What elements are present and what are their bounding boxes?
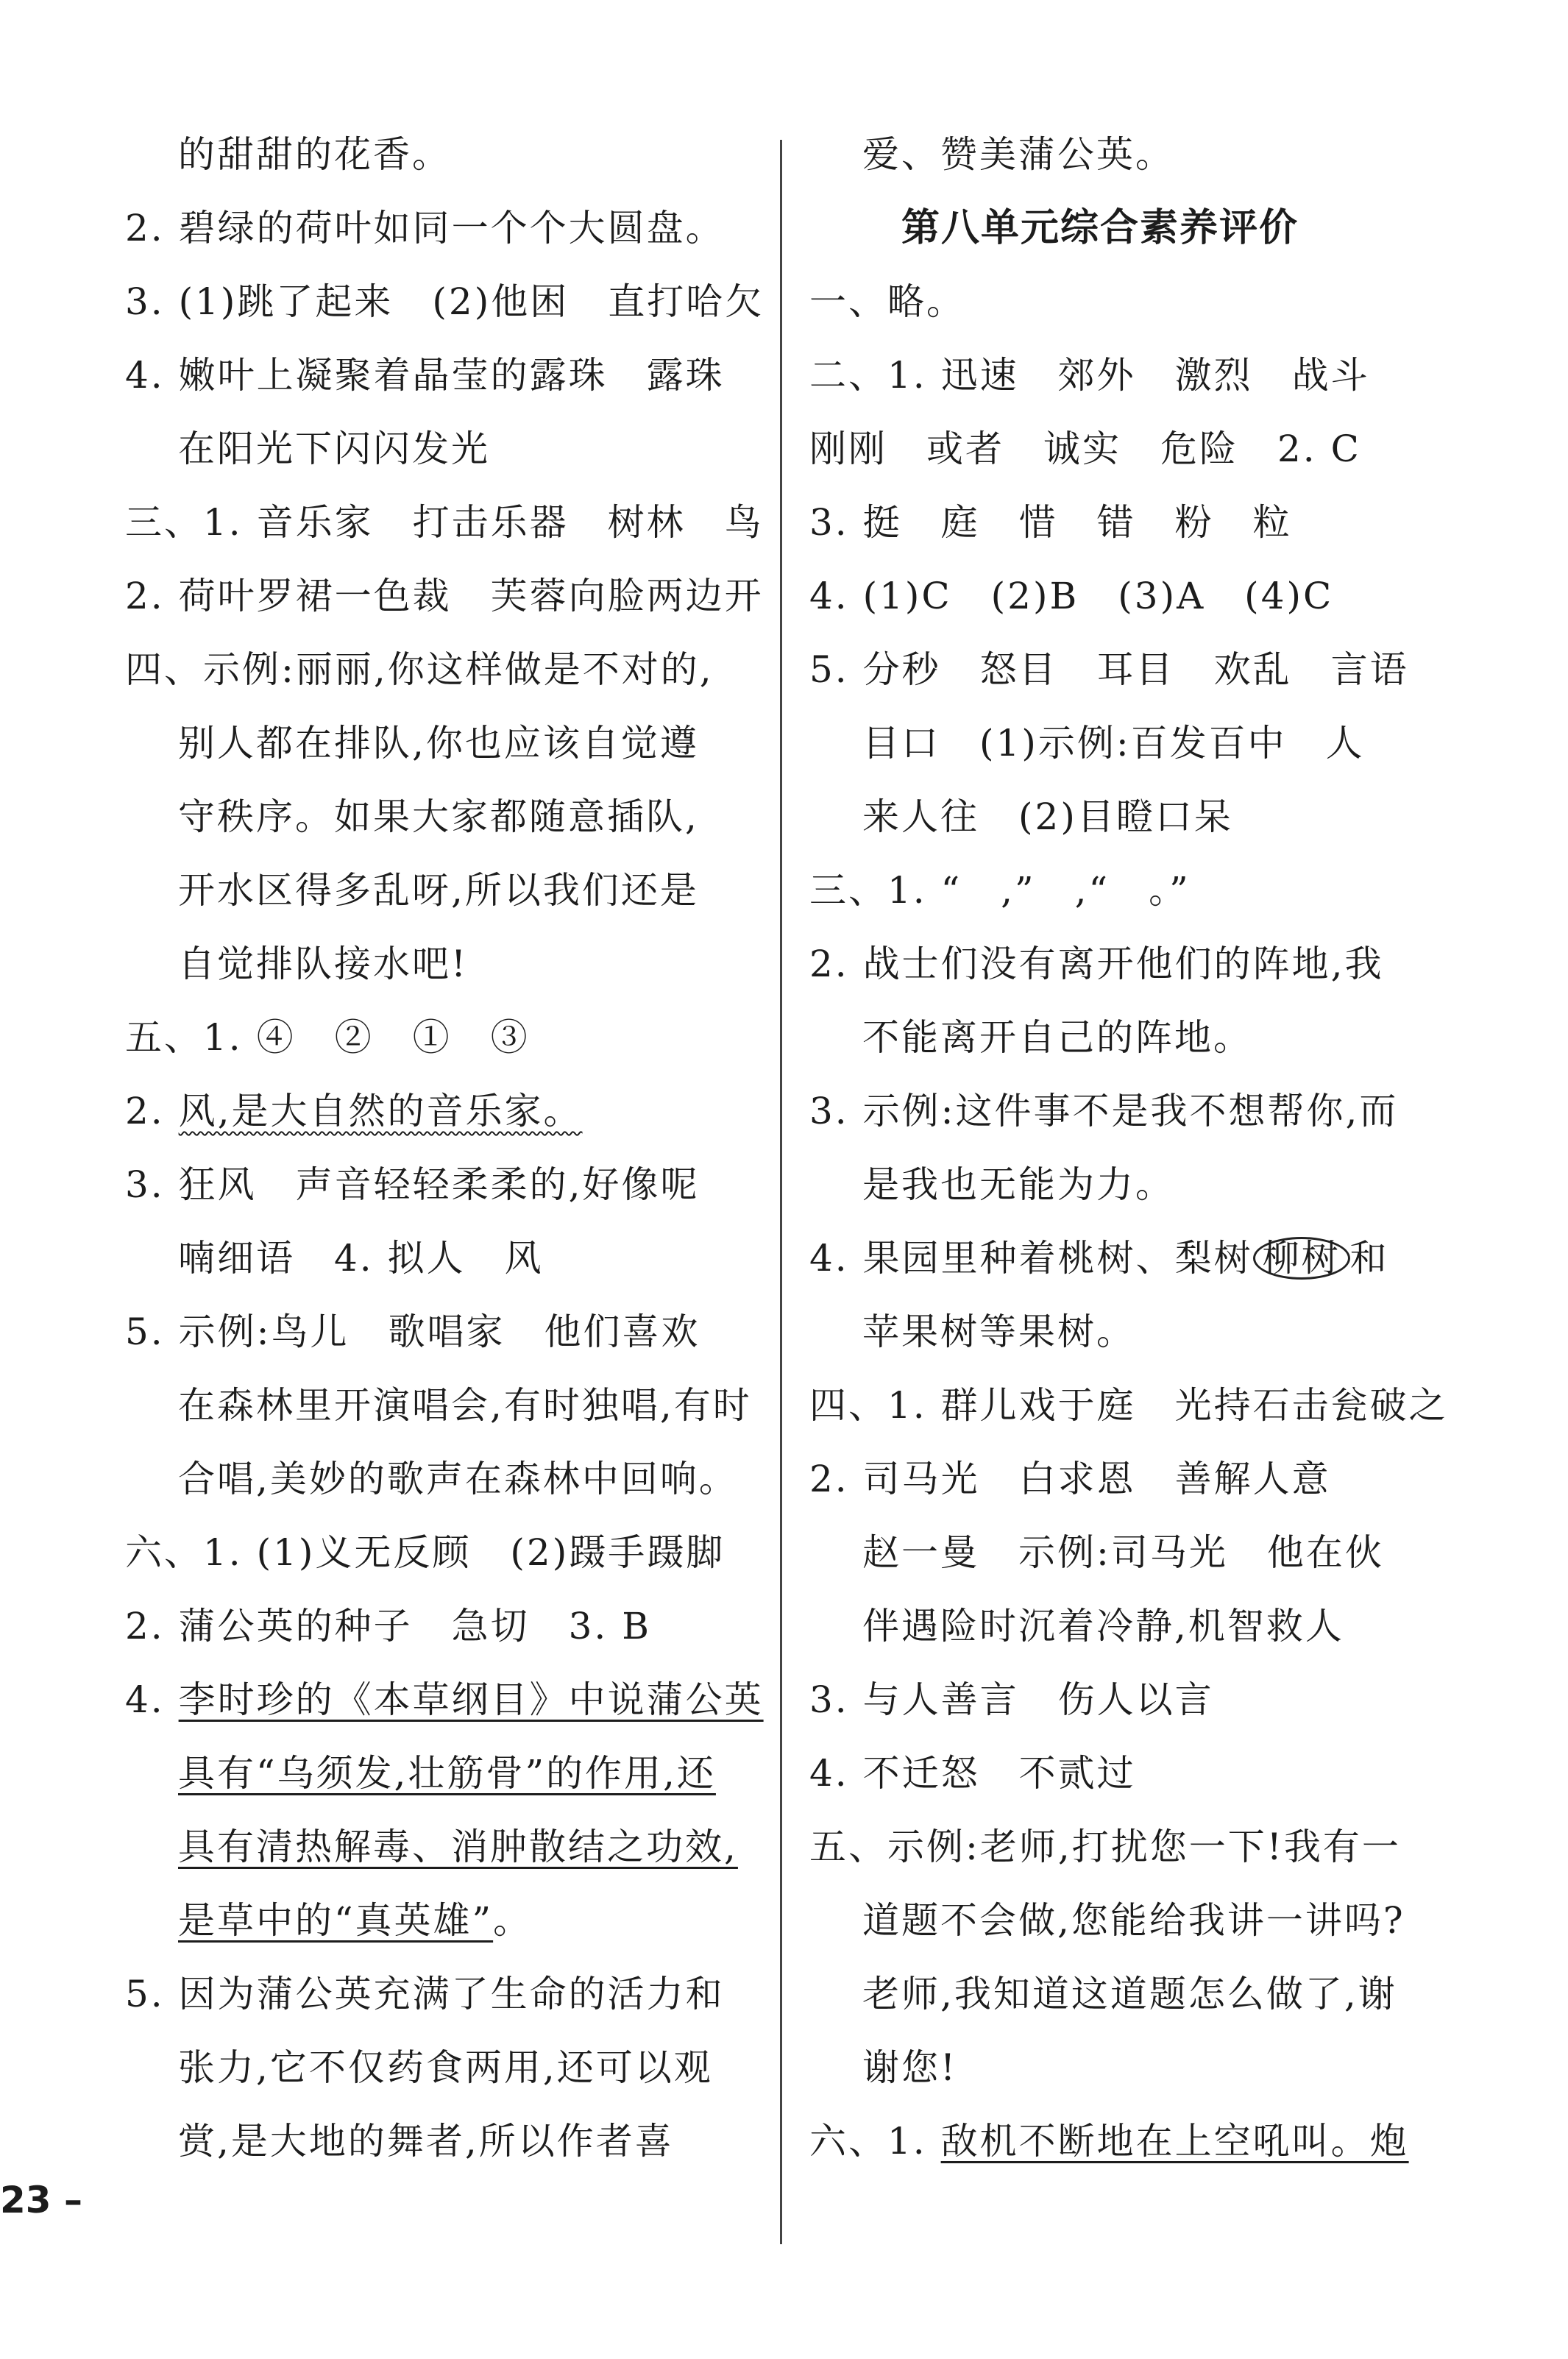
answer-line: 一、略。 xyxy=(809,280,965,323)
answer-line: 来人往 (2)目瞪口呆 xyxy=(862,795,1233,838)
answer-line: 自觉排队接水吧! xyxy=(178,943,469,985)
answer-line: 谢您! xyxy=(862,2046,958,2089)
answer-line: 开水区得多乱呀,所以我们还是 xyxy=(178,869,699,912)
section-title: 第八单元综合素养评价 xyxy=(901,206,1299,250)
answer-line: 是我也无能为力。 xyxy=(862,1163,1174,1206)
answer-line: 赏,是大地的舞者,所以作者喜 xyxy=(178,2120,674,2163)
answer-line: 3. (1)跳了起来 (2)他困 直打哈欠 xyxy=(125,280,765,323)
underlined-sentence: 李时珍的《本草纲目》中说蒲公英 xyxy=(178,1678,764,1721)
answer-line: 3. 狂风 声音轻轻柔柔的,好像呢 xyxy=(125,1163,700,1206)
answer-line: 守秩序。如果大家都随意插队, xyxy=(178,795,699,838)
answer-line: 三、1. “ ,” ,“ 。” xyxy=(809,869,1191,912)
sentence-rest: 和 xyxy=(1349,1237,1389,1280)
answer-line: 苹果树等果树。 xyxy=(862,1310,1135,1353)
answer-line: 刚刚 或者 诚实 危险 2. C xyxy=(809,428,1361,470)
page-number: 23 – xyxy=(0,2179,82,2221)
answer-line: 道题不会做,您能给我讲一讲吗? xyxy=(862,1899,1405,1942)
answer-line: 老师,我知道这道题怎么做了,谢 xyxy=(862,1973,1397,2015)
answer-line: 4. 不迁怒 不贰过 xyxy=(809,1752,1136,1795)
answer-line: 的甜甜的花香。 xyxy=(178,133,451,176)
answer-line: 合唱,美妙的歌声在森林中回响。 xyxy=(178,1458,738,1500)
item-number: 六、1. xyxy=(809,2120,941,2163)
answer-line: 五、示例:老师,打扰您一下!我有一 xyxy=(809,1826,1401,1868)
sentence-start: 4. 果园里种着桃树、梨树 xyxy=(809,1237,1253,1280)
sentence-end: 。 xyxy=(493,1899,533,1942)
answer-line: 4. (1)C (2)B (3)A (4)C xyxy=(809,575,1334,617)
answer-line: 四、示例:丽丽,你这样做是不对的, xyxy=(125,648,714,691)
answer-line: 伴遇险时沉着冷静,机智救人 xyxy=(862,1605,1344,1647)
answer-line: 别人都在排队,你也应该自觉遵 xyxy=(178,722,699,765)
underlined-sentence: 具有“乌须发,壮筋骨”的作用,还 xyxy=(178,1752,716,1795)
answer-line: 2. 碧绿的荷叶如同一个个大圆盘。 xyxy=(125,207,725,249)
answer-line: 六、1. (1)义无反顾 (2)蹑手蹑脚 xyxy=(125,1531,726,1574)
answer-line: 3. 示例:这件事不是我不想帮你,而 xyxy=(809,1090,1399,1132)
answer-line xyxy=(178,1898,532,1943)
answer-line: 2. 战士们没有离开他们的阵地,我 xyxy=(809,943,1384,985)
answer-line: 5. 因为蒲公英充满了生命的活力和 xyxy=(125,1973,725,2015)
answer-line: 5. 示例:鸟儿 歌唱家 他们喜欢 xyxy=(125,1310,700,1353)
answer-line xyxy=(125,1089,583,1133)
answer-line: 3. 挺 庭 惜 错 粉 粒 xyxy=(809,501,1292,544)
answer-line: 三、1. 音乐家 打击乐器 树林 鸟 xyxy=(125,501,764,544)
answer-line: 4. 嫩叶上凝聚着晶莹的露珠 露珠 xyxy=(125,354,725,397)
underlined-sentence: 是草中的“真英雄” xyxy=(178,1899,494,1942)
answer-line: 目口 (1)示例:百发百中 人 xyxy=(862,722,1365,765)
column-divider xyxy=(780,140,782,2244)
underlined-sentence: 敌机不断地在上空吼叫。炮 xyxy=(940,2120,1409,2163)
answer-line xyxy=(809,1236,1389,1280)
answer-line: 在阳光下闪闪发光 xyxy=(178,428,490,470)
circled-word: 柳树 xyxy=(1253,1237,1350,1280)
answer-line: 四、1. 群儿戏于庭 光持石击瓮破之 xyxy=(809,1384,1448,1427)
answer-line: 二、1. 迅速 郊外 激烈 战斗 xyxy=(809,354,1370,397)
wavy-underlined-sentence: 风,是大自然的音乐家。 xyxy=(178,1090,583,1132)
answer-line: 5. 分秒 怒目 耳目 欢乱 言语 xyxy=(809,648,1409,691)
answer-line: 喃细语 4. 拟人 风 xyxy=(178,1237,544,1280)
answer-line: 张力,它不仅药食两用,还可以观 xyxy=(178,2046,713,2089)
answer-line xyxy=(178,1825,738,1869)
item-number: 4. xyxy=(125,1678,179,1721)
answer-line: 赵一曼 示例:司马光 他在伙 xyxy=(862,1531,1384,1574)
answer-line: 爱、赞美蒲公英。 xyxy=(862,133,1174,176)
answer-line xyxy=(178,1751,716,1795)
answer-line: 2. 司马光 白求恩 善解人意 xyxy=(809,1458,1331,1500)
answer-line: 五、1. ④ ② ① ③ xyxy=(125,1016,530,1059)
answer-line: 3. 与人善言 伤人以言 xyxy=(809,1678,1214,1721)
answer-line: 在森林里开演唱会,有时独唱,有时 xyxy=(178,1384,752,1427)
answer-line: 不能离开自己的阵地。 xyxy=(862,1016,1252,1059)
underlined-sentence: 具有清热解毒、消肿散结之功效, xyxy=(178,1826,738,1868)
item-number: 2. xyxy=(125,1090,179,1132)
answer-line xyxy=(125,1678,764,1722)
answer-line: 2. 蒲公英的种子 急切 3. B xyxy=(125,1605,651,1647)
answer-line: 2. 荷叶罗裙一色裁 芙蓉向脸两边开 xyxy=(125,575,764,617)
answer-line xyxy=(809,2119,1409,2163)
